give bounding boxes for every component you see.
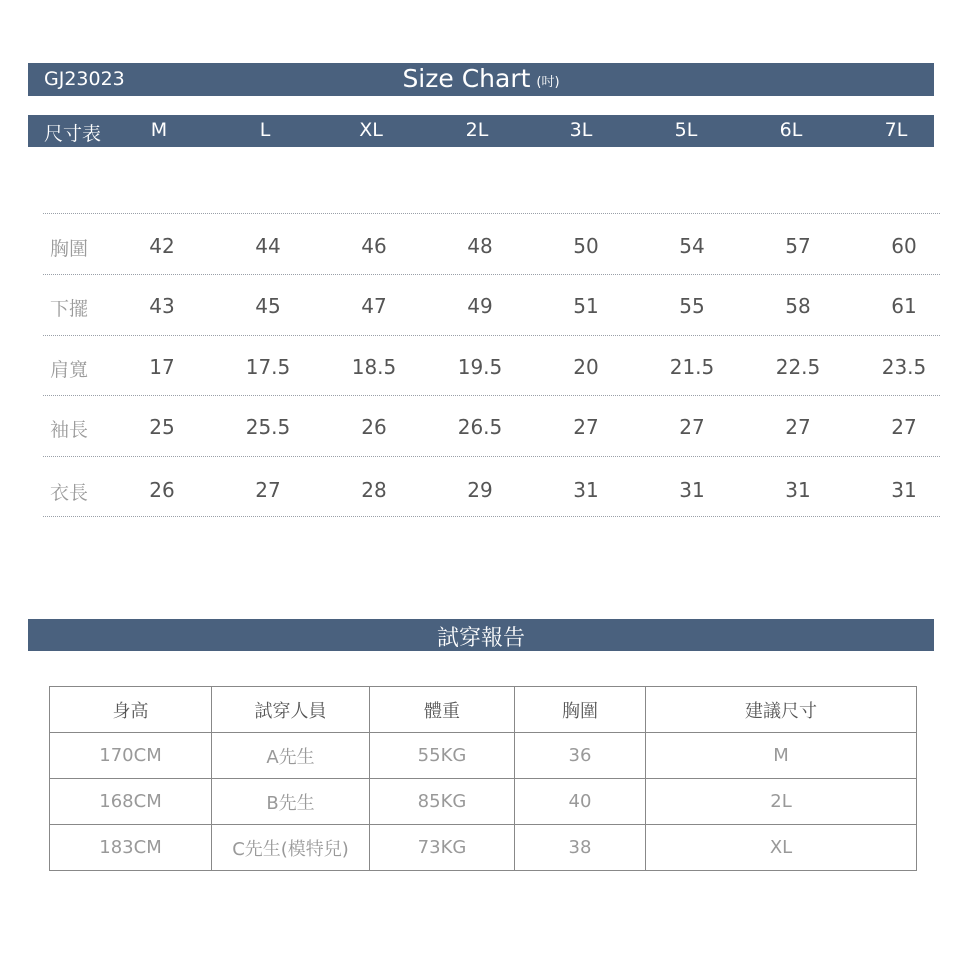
size-value: 54: [679, 234, 705, 258]
size-header-cell: 2L: [465, 119, 489, 141]
table-cell: 38: [515, 825, 646, 871]
table-cell: 85KG: [370, 779, 515, 825]
table-header-row: [50, 687, 917, 733]
size-value: 26: [149, 478, 175, 502]
table-cell: 36: [515, 733, 646, 779]
size-value: 25: [149, 415, 175, 439]
size-value: 22.5: [775, 355, 821, 379]
row-separator: [43, 213, 940, 214]
header-chest: 胸圍: [515, 687, 646, 733]
row-separator: [43, 335, 940, 336]
size-value: 21.5: [669, 355, 715, 379]
table-cell: 170CM: [50, 733, 212, 779]
table-cell: 55KG: [370, 733, 515, 779]
table-cell: 2L: [646, 779, 917, 825]
table-cell: C先生(模特兒): [212, 825, 370, 871]
size-value: 20: [573, 355, 599, 379]
size-header-label: 尺寸表: [44, 123, 102, 145]
size-value: 23.5: [881, 355, 927, 379]
size-value: 44: [255, 234, 281, 258]
table-cell: M: [646, 733, 917, 779]
size-value: 25.5: [245, 415, 291, 439]
size-value: 58: [785, 294, 811, 318]
size-value: 29: [467, 478, 493, 502]
header-suggested-size: 建議尺寸: [646, 687, 917, 733]
size-value: 45: [255, 294, 281, 318]
header-height: 身高: [50, 687, 212, 733]
size-value: 31: [785, 478, 811, 502]
table-cell: XL: [646, 825, 917, 871]
table-cell: A先生: [212, 733, 370, 779]
size-value: 27: [891, 415, 917, 439]
size-value: 42: [149, 234, 175, 258]
size-value: 26: [361, 415, 387, 439]
size-value: 17.5: [245, 355, 291, 379]
size-header-cell: M: [150, 119, 168, 141]
unit-label: (吋): [536, 74, 560, 90]
table-cell: 168CM: [50, 779, 212, 825]
size-value: 31: [891, 478, 917, 502]
table-cell: 183CM: [50, 825, 212, 871]
row-label: 衣長: [50, 482, 89, 504]
chart-title-text: Size Chart: [402, 64, 531, 93]
size-value: 49: [467, 294, 493, 318]
size-value: 17: [149, 355, 175, 379]
size-value: 26.5: [457, 415, 503, 439]
row-label: 肩寬: [50, 359, 89, 381]
table-cell: B先生: [212, 779, 370, 825]
size-value: 27: [679, 415, 705, 439]
product-code: GJ23023: [44, 68, 125, 90]
size-value: 47: [361, 294, 387, 318]
size-value: 27: [785, 415, 811, 439]
size-value: 43: [149, 294, 175, 318]
size-value: 31: [573, 478, 599, 502]
size-header-cell: 7L: [884, 119, 908, 141]
size-header-cell: L: [259, 119, 271, 141]
row-separator: [43, 274, 940, 275]
table-cell: 40: [515, 779, 646, 825]
size-value: 57: [785, 234, 811, 258]
row-label: 袖長: [50, 419, 89, 441]
row-separator: [43, 395, 940, 396]
size-value: 61: [891, 294, 917, 318]
size-value: 31: [679, 478, 705, 502]
fitting-report-table: [49, 686, 917, 871]
size-value: 19.5: [457, 355, 503, 379]
size-value: 27: [255, 478, 281, 502]
table-row: [50, 825, 917, 871]
title-bar: [28, 63, 934, 96]
size-value: 50: [573, 234, 599, 258]
chart-title: [28, 64, 934, 93]
header-tester: 試穿人員: [212, 687, 370, 733]
size-header-cell: 5L: [674, 119, 698, 141]
size-value: 27: [573, 415, 599, 439]
size-header-bar: [28, 115, 934, 147]
size-value: 18.5: [351, 355, 397, 379]
table-row: [50, 733, 917, 779]
size-header-cell: XL: [359, 119, 383, 141]
size-header-cell: 3L: [569, 119, 593, 141]
table-cell: 73KG: [370, 825, 515, 871]
size-value: 51: [573, 294, 599, 318]
row-separator: [43, 516, 940, 517]
size-value: 60: [891, 234, 917, 258]
size-value: 46: [361, 234, 387, 258]
row-label: 下擺: [50, 298, 89, 320]
size-header-cell: 6L: [779, 119, 803, 141]
table-row: [50, 779, 917, 825]
size-value: 48: [467, 234, 493, 258]
size-value: 28: [361, 478, 387, 502]
size-value: 55: [679, 294, 705, 318]
fitting-report-title: 試穿報告: [436, 626, 525, 651]
row-separator: [43, 456, 940, 457]
fitting-report-bar: [28, 619, 934, 651]
row-label: 胸圍: [50, 238, 89, 260]
header-weight: 體重: [370, 687, 515, 733]
